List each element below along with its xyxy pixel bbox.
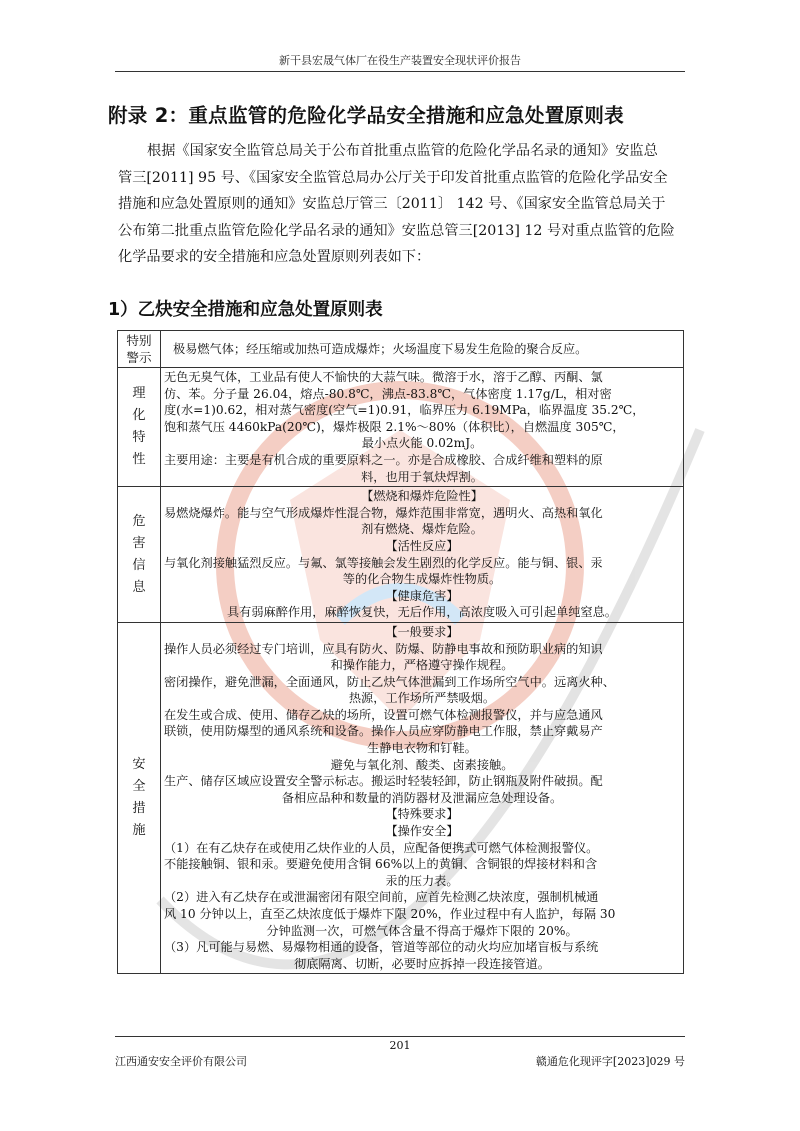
acetylene-safety-table [117, 330, 684, 974]
intro-line: 根据《国家安全监管总局关于公布首批重点监管的危险化学品名录的通知》安监总 [147, 143, 658, 159]
safety-content [161, 622, 684, 973]
intro-paragraph [118, 138, 684, 271]
header-title: 新干县宏晟气体厂在役生产装置安全现状评价报告 [279, 54, 521, 67]
text-line: 料，也用于氧炔焊割。 [361, 469, 483, 484]
text-line: 操作人员必须经过专门培训，应具有防火、防爆、防静电事故和预防职业病的知识 [164, 641, 603, 656]
text-line: 密闭操作，避免泄漏，全面通风，防止乙炔气体泄漏到工作场所空气中。远离火种、 [164, 674, 615, 689]
text-line: 无色无臭气体，工业品有使人不愉快的大蒜气味。微溶于水，溶于乙醇、丙酮、氯 [164, 370, 603, 384]
row-label-properties: 理 化 特 性 [118, 368, 161, 487]
text-line: 饱和蒸气压 4460kPa(20℃)，爆炸极限 2.1%～80%（体积比），自燃温度 305℃， [164, 419, 625, 434]
text-line: 生静电衣物和钉鞋。 [367, 741, 477, 756]
text-line: 备相应品种和数量的消防器材及泄漏应急处理设备。 [281, 790, 563, 805]
text-line: 易燃烧爆炸。能与空气形成爆炸性混合物，爆炸范围非常宽，遇明火、高热和氧化 [164, 505, 603, 520]
subheading: 【健康危害】 [385, 588, 459, 603]
subheading: 【特殊要求】 [385, 807, 459, 822]
text-line: （3）凡可能与易燃、易爆物相通的设备，管道等部位的动火均应加堵盲板与系统 [164, 940, 599, 955]
text-line: 主要用途：主要是有机合成的重要原料之一。亦是合成橡胶、合成纤维和塑料的原 [164, 452, 603, 467]
subheading: 【一般要求】 [385, 624, 459, 639]
table-row-hazard [118, 487, 684, 623]
row-label-special-warning: 特别 警示 [118, 331, 161, 368]
text-line: 与氧化剂接触猛烈反应。与氟、氯等接触会发生剧烈的化学反应。能与铜、银、汞 [164, 555, 603, 570]
text-line: （2）进入有乙炔存在或泄漏密闭有限空间前，应首先检测乙炔浓度，强制机械通 [164, 890, 599, 905]
page-footer [115, 1036, 685, 1068]
intro-line: 化学品要求的安全措施和应急处置原则列表如下： [118, 249, 431, 265]
footer-report-number: 赣通危化现评字[2023]029 号 [535, 1055, 685, 1068]
text-line: 不能接触铜、银和汞。要避免使用含铜 66%以上的黄铜、含铜银的焊接材料和含 [164, 857, 598, 872]
subheading: 【燃烧和爆炸危险性】 [361, 489, 483, 504]
subheading: 【操作安全】 [385, 824, 459, 839]
text-line: 和操作能力，严格遵守操作规程。 [330, 658, 514, 673]
text-line: 联锁，使用防爆型的通风系统和设备。操作人员应穿防静电工作服，禁止穿戴易产 [164, 724, 603, 739]
appendix-title: 附录 2：重点监管的危险化学品安全措施和应急处置原则表 [108, 104, 624, 127]
subheading: 【活性反应】 [385, 538, 459, 553]
text-line: 具有弱麻醉作用，麻醉恢复快，无后作用，高浓度吸入可引起单纯窒息。 [227, 605, 617, 620]
intro-line: 措施和应急处置原则的通知》安监总厅管三〔2011〕 142 号、《国家安全监管总局关于 [118, 196, 666, 212]
text-line: 汞的压力表。 [385, 873, 459, 888]
text-line: 度(水=1)0.62，相对蒸气密度(空气=1)0.91，临界压力 6.19MPa，临界温度 35.2℃， [164, 403, 645, 418]
text-line: （1）在有乙炔存在或使用乙炔作业的人员，应配备便携式可燃气体检测报警仪。 [164, 840, 599, 855]
hazard-content [161, 487, 684, 623]
text-line: 在发生或合成、使用、储存乙炔的场所，设置可燃气体检测报警仪，并与应急通风 [164, 707, 603, 722]
page-header [115, 52, 685, 72]
table-row-properties [118, 368, 684, 487]
text-line: 分钟监测一次，可燃气体含量不得高于爆炸下限的 20%。 [266, 923, 578, 938]
text-line: 等的化合物生成爆炸性物质。 [342, 572, 502, 587]
section-title: 1）乙炔安全措施和应急处置原则表 [108, 300, 383, 320]
intro-line: 公布第二批重点监管危险化学品名录的通知》安监总管三[2013] 12 号对重点监管的危险 [118, 222, 675, 239]
special-warning-text: 极易燃气体；经压缩或加热可造成爆炸；火场温度下易发生危险的聚合反应。 [161, 331, 684, 368]
text-line: 仿、苯。分子量 26.04，熔点-80.8℃，沸点-83.8℃，气体密度 1.17g/L，相对密 [164, 386, 612, 401]
text-line: 风 10 分钟以上，直至乙炔浓度低于爆炸下限 20%，作业过程中有人监护，每隔 30 [164, 907, 616, 921]
properties-content [161, 368, 684, 487]
table-row-special-warning [118, 331, 684, 368]
footer-company: 江西通安安全评价有限公司 [115, 1055, 247, 1068]
text-line: 彻底隔离、切断，必要时应拆掉一段连接管道。 [294, 956, 550, 971]
text-line: 热源，工作场所严禁吸烟。 [348, 691, 496, 706]
text-line: 生产、储存区域应设置安全警示标志。搬运时轻装轻卸，防止钢瓶及附件破损。配 [164, 774, 603, 789]
text-line: 最小点火能 0.02mJ。 [361, 436, 483, 451]
row-label-safety: 安 全 措 施 [118, 622, 161, 973]
row-label-hazard: 危 害 信 息 [118, 487, 161, 623]
text-line: 剂有燃烧、爆炸危险。 [361, 522, 483, 537]
text-line: 避免与氧化剂、酸类、卤素接触。 [330, 757, 514, 772]
page-number: 201 [389, 1039, 411, 1052]
table-row-safety [118, 622, 684, 973]
intro-line: 管三[2011] 95 号、《国家安全监管总局办公厅关于印发首批重点监管的危险化学品安全 [118, 169, 668, 186]
